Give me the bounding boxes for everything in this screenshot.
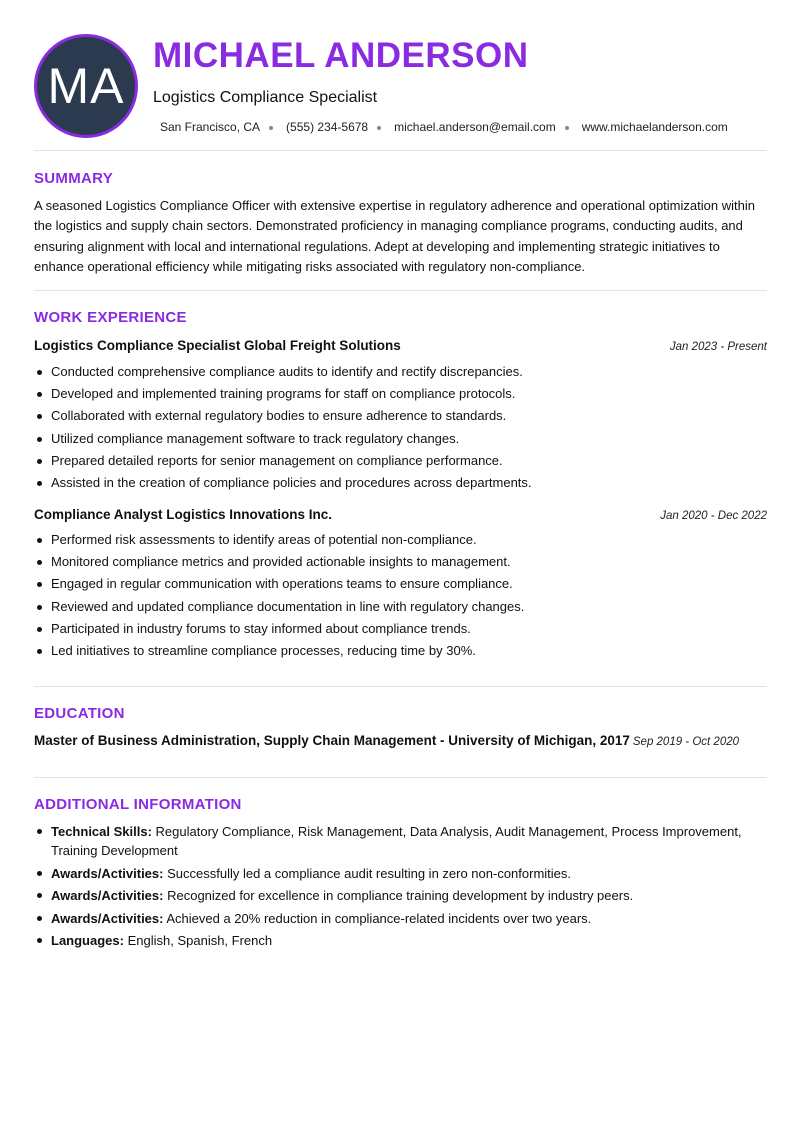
list-item bbox=[34, 822, 767, 860]
separator-dot-icon bbox=[377, 126, 381, 130]
list-item: Assisted in the creation of compliance policies and procedures across departments. bbox=[34, 472, 767, 494]
job-header bbox=[34, 507, 767, 522]
item-text: Successfully led a compliance audit resulting in zero non-conformities. bbox=[167, 865, 572, 881]
job-header bbox=[34, 338, 767, 353]
education-heading: EDUCATION bbox=[34, 705, 125, 722]
list-item bbox=[34, 886, 767, 905]
job-bullet-list bbox=[34, 529, 767, 662]
avatar-initials: MA bbox=[47, 58, 125, 114]
contact-website[interactable]: www.michaelanderson.com bbox=[581, 120, 728, 134]
list-item bbox=[34, 864, 767, 883]
item-label: Technical Skills: bbox=[51, 824, 152, 839]
contact-location: San Francisco, CA bbox=[160, 120, 261, 134]
education-divider bbox=[34, 777, 767, 778]
candidate-title: Logistics Compliance Specialist bbox=[153, 89, 378, 106]
list-item: Participated in industry forums to stay informed about compliance trends. bbox=[34, 618, 767, 640]
item-text: Achieved a 20% reduction in compliance-related incidents over two years. bbox=[166, 910, 592, 926]
summary-heading: SUMMARY bbox=[34, 170, 114, 187]
item-label: Awards/Activities: bbox=[51, 888, 164, 903]
avatar bbox=[34, 34, 138, 138]
experience-heading: WORK EXPERIENCE bbox=[34, 309, 187, 326]
separator-dot-icon bbox=[269, 126, 273, 130]
additional-list bbox=[34, 822, 767, 954]
contact-email[interactable]: michael.anderson@email.com bbox=[394, 120, 556, 134]
item-label: Languages: bbox=[51, 933, 124, 948]
list-item: Engaged in regular communication with operations teams to ensure compliance. bbox=[34, 573, 767, 595]
list-item: Reviewed and updated compliance documentation in line with regulatory changes. bbox=[34, 596, 767, 618]
experience-divider bbox=[34, 686, 767, 687]
list-item: Developed and implemented training programs for staff on compliance protocols. bbox=[34, 383, 767, 405]
job-dates: Jan 2020 - Dec 2022 bbox=[660, 510, 767, 522]
summary-divider bbox=[34, 290, 767, 291]
candidate-name: MICHAEL ANDERSON bbox=[153, 36, 529, 75]
contact-phone: (555) 234-5678 bbox=[286, 120, 369, 134]
item-text: Regulatory Compliance, Risk Management, Data Analysis, Audit Management, Process Improvement, Training Development bbox=[51, 824, 742, 858]
item-label: Awards/Activities: bbox=[51, 910, 164, 926]
job-role: Logistics Compliance Specialist Global Freight Solutions bbox=[34, 338, 401, 353]
education-dates: Sep 2019 - Oct 2020 bbox=[632, 736, 740, 748]
separator-dot-icon bbox=[565, 126, 569, 130]
list-item bbox=[34, 931, 767, 950]
item-text: Recognized for excellence in compliance training development by industry peers. bbox=[167, 888, 634, 903]
job-dates: Jan 2023 - Present bbox=[669, 341, 767, 353]
list-item: Utilized compliance management software to track regulatory changes. bbox=[34, 428, 767, 450]
job-bullet-list bbox=[34, 361, 767, 494]
list-item: Conducted comprehensive compliance audits to identify and rectify discrepancies. bbox=[34, 361, 767, 383]
list-item: Collaborated with external regulatory bodies to ensure adherence to standards. bbox=[34, 405, 767, 427]
summary-text: A seasoned Logistics Compliance Officer with extensive expertise in regulatory adherence and operational optimization within the logistics and supply chain sectors. Demonstrated proficiency in managing compliance programs, conducting audits, and ensuring alignment with local and international regulations. Adept at developing and implementing strategic initiatives to enhance operational efficiency while mitigating risks associated with regulatory non-compliance. bbox=[34, 198, 755, 274]
job-role: Compliance Analyst Logistics Innovations Inc. bbox=[34, 507, 333, 522]
list-item bbox=[34, 909, 767, 928]
item-label: Awards/Activities: bbox=[51, 865, 164, 881]
list-item: Led initiatives to streamline compliance processes, reducing time by 30%. bbox=[34, 640, 767, 662]
header-divider bbox=[34, 150, 767, 151]
item-text: English, Spanish, French bbox=[127, 933, 273, 948]
list-item: Performed risk assessments to identify areas of potential non-compliance. bbox=[34, 529, 767, 551]
list-item: Monitored compliance metrics and provided actionable insights to management. bbox=[34, 551, 767, 573]
education-degree: Master of Business Administration, Supply Chain Management - University of Michigan, 2017 bbox=[34, 733, 630, 748]
list-item: Prepared detailed reports for senior management on compliance performance. bbox=[34, 450, 767, 472]
education-entry bbox=[34, 733, 774, 748]
additional-heading: ADDITIONAL INFORMATION bbox=[34, 796, 242, 813]
contact-bar bbox=[160, 120, 728, 134]
